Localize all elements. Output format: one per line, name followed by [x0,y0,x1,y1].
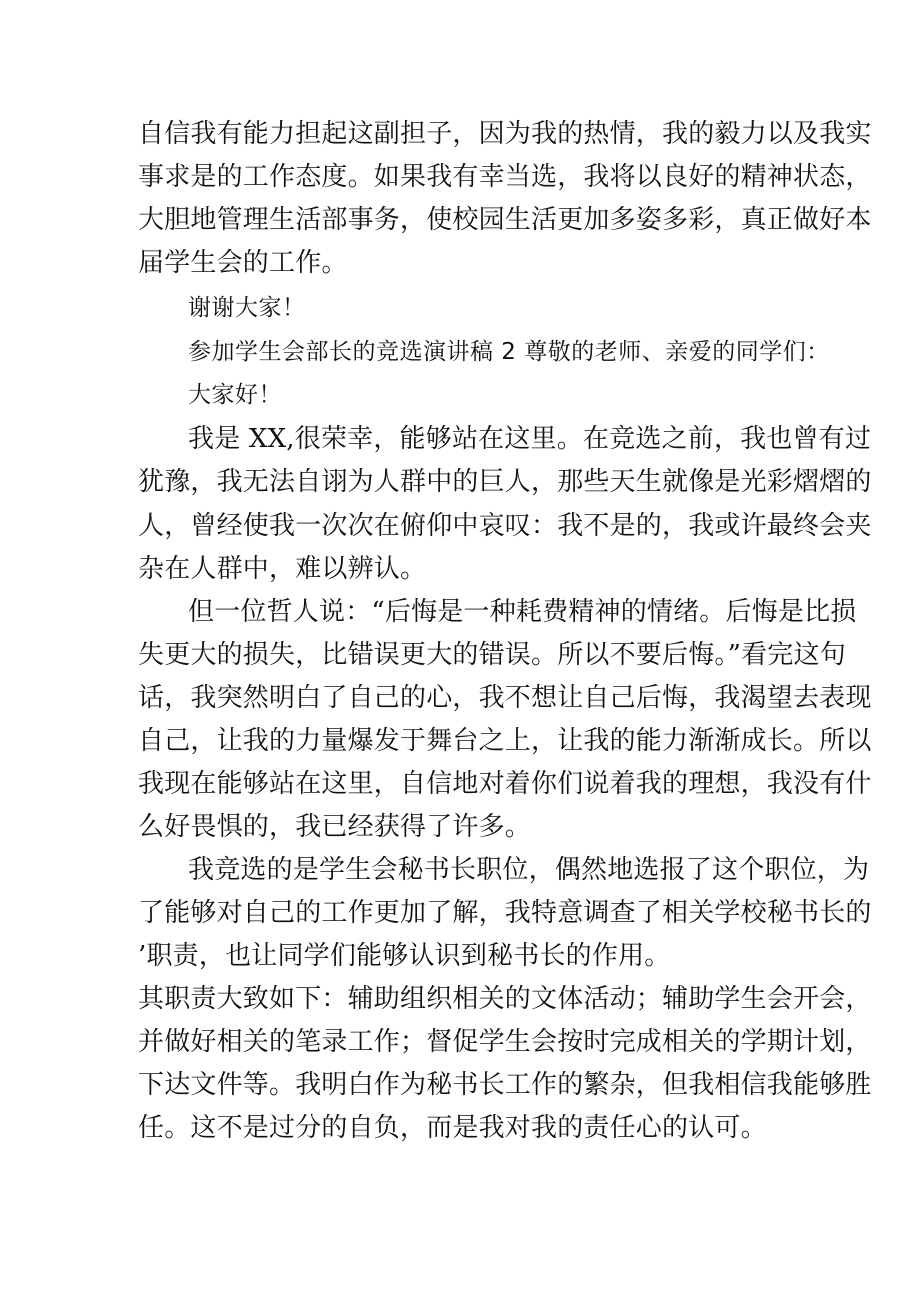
text-line: 犹豫，我无法自诩为人群中的巨人，那些天生就像是光彩熠熠的 [138,467,872,497]
text-line: 大家好！ [188,382,282,408]
text-line: 人，曾经使我一次次在俯仰中哀叹：我不是的，我或许最终会夹 [138,511,872,541]
text-line: 了能够对自己的工作更加了解，我特意调查了相关学校秘书长的 [138,898,872,928]
text-line: 自信我有能力担起这副担子，因为我的热情，我的毅力以及我实 [138,119,872,149]
text-line: 事求是的工作态度。如果我有幸当选，我将以良好的精神状态， [138,162,872,192]
text-line: 失更大的损失，比错误更大的错误。所以不要后悔。”看完这句 [138,640,846,670]
text-line: ’职责，也让同学们能够认识到秘书长的作用。 [138,941,671,971]
text-line: 大胆地管理生活部事务，使校园生活更加多姿多彩，真正做好本 [138,205,872,235]
text-line: 杂在人群中，难以辨认。 [138,554,427,584]
text-line: 么好畏惧的，我已经获得了许多。 [138,812,532,842]
text-line: 我是 XX,很荣幸，能够站在这里。在竞选之前，我也曾有过 [188,424,872,454]
text-line: 话，我突然明白了自己的心，我不想让自己后悔，我渴望去表现 [138,683,872,713]
text-line: 我竞选的是学生会秘书长职位，偶然地选报了这个职位，为 [188,855,870,885]
text-line: 届学生会的工作。 [138,248,348,278]
text-line: 任。这不是过分的自负，而是我对我的责任心的认可。 [138,1113,767,1143]
text-line: 但一位哲人说：“后悔是一种耗费精神的情绪。后悔是比损 [188,597,857,627]
text-line: 自己，让我的力量爆发于舞台之上，让我的能力渐渐成长。所以 [138,726,872,756]
text-line: 谢谢大家！ [188,295,306,321]
text-line: 下达文件等。我明白作为秘书长工作的繁杂，但我相信我能够胜 [138,1070,872,1100]
text-line: 其职责大致如下：辅助组织相关的文体活动；辅助学生会开会， [138,984,872,1014]
text-line: 并做好相关的笔录工作；督促学生会按时完成相关的学期计划， [138,1027,872,1057]
text-line: 我现在能够站在这里，自信地对着你们说着我的理想，我没有什 [138,769,872,799]
text-line: 参加学生会部长的竞选演讲稿 2 尊敬的老师、亲爱的同学们： [188,339,830,365]
